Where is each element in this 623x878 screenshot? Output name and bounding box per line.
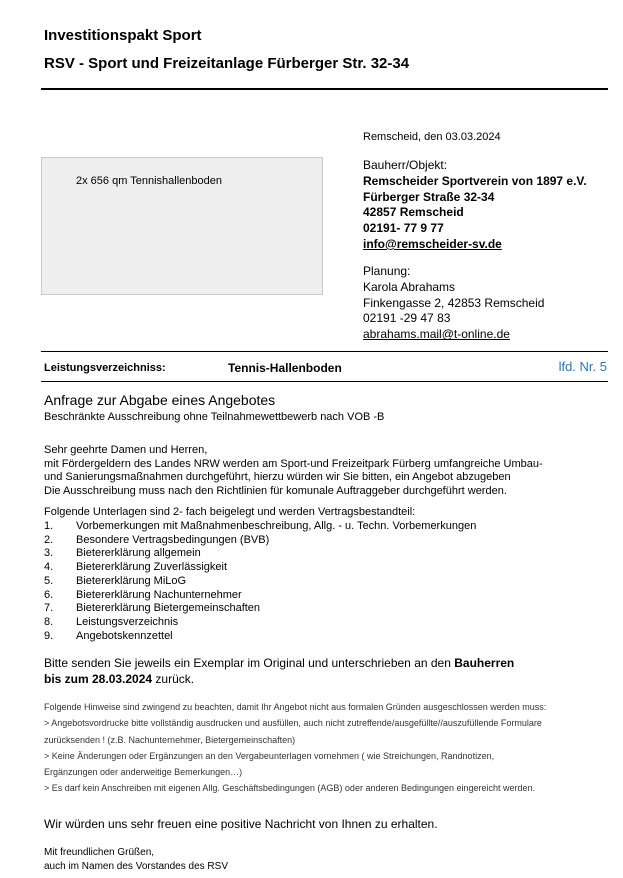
list-text: Besondere Vertragsbedingungen (BVB)	[76, 533, 270, 546]
hint-line: > Es darf kein Anschreiben mit eigenen Allg. Geschäftsbedingungen (AGB) oder anderen Bedingungen eingereicht werden.	[44, 783, 536, 794]
planung-email-link[interactable]: abrahams.mail@t-online.de	[363, 327, 510, 342]
planung-label: Planung:	[363, 264, 411, 278]
lv-top-divider	[41, 351, 608, 352]
list-item	[44, 616, 476, 630]
list-text: Bietererklärung allgemein	[76, 547, 201, 560]
list-text: Bietererklärung Bietergemeinschaften	[76, 602, 261, 615]
document-subtitle: RSV - Sport und Freizeitanlage Fürberger Str. 32-34	[44, 55, 410, 72]
list-number: 1.	[44, 520, 54, 532]
attachment-box-text: 2x 656 qm Tennishallenboden	[76, 175, 222, 187]
list-number: 9.	[44, 629, 54, 642]
list-item	[44, 534, 476, 548]
bauherr-name: Remscheider Sportverein von 1897 e.V.	[363, 173, 587, 188]
send-deadline: bis zum 28.03.2024	[44, 671, 153, 686]
list-number: 4.	[44, 561, 54, 574]
list-text: Angebotskennzettel	[76, 629, 173, 642]
anfrage-subtitle: Beschränkte Ausschreibung ohne Teilnahmewettbewerb nach VOB -B	[44, 411, 385, 423]
planung-phone: 02191 -29 47 83	[363, 311, 451, 326]
intro-line: Die Ausschreibung muss nach den Richtlinien für komunale Auftraggeber durchgeführt werden.	[44, 485, 507, 498]
lv-value: Tennis-Hallenboden	[228, 361, 342, 375]
list-number: 6.	[44, 588, 54, 601]
list-text: Bietererklärung Nachunternehmer	[76, 588, 242, 601]
lv-number: lfd. Nr. 5	[558, 359, 607, 374]
intro-line: Sehr geehrte Damen und Herren,	[44, 444, 208, 456]
list-number: 3.	[44, 547, 54, 560]
list-item	[44, 630, 476, 644]
list-text: Vorbemerkungen mit Maßnahmenbeschreibung, Allg. - u. Techn. Vorbemerkungen	[76, 520, 477, 532]
planung-address: Finkengasse 2, 42853 Remscheid	[363, 295, 545, 310]
bauherr-label: Bauherr/Objekt:	[363, 158, 448, 172]
hint-line: > Angebotsvordrucke bitte vollständig ausdrucken und ausfüllen, auch nicht zutreffende/ausgefüllte//auszufüllende Formulare	[44, 718, 542, 729]
send-text: Bitte senden Sie jeweils ein Exemplar im Original und unterschrieben an den	[44, 656, 455, 670]
bauherr-phone: 02191- 77 9 77	[363, 221, 444, 236]
hints-block	[44, 699, 546, 797]
list-item	[44, 520, 476, 534]
bauherr-block	[363, 158, 587, 253]
anfrage-title: Anfrage zur Abgabe eines Angebotes	[44, 392, 276, 408]
list-text: Bietererklärung Zuverlässigkeit	[76, 561, 228, 574]
list-item	[44, 589, 476, 603]
greeting-line: Mit freundlichen Grüßen,	[44, 847, 155, 858]
intro-line: mit Fördergeldern des Landes NRW werden am Sport-und Freizeitpark Fürberg umfangreiche Umbau-	[44, 457, 543, 470]
attachment-box	[41, 157, 323, 295]
send-recipient: Bauherren	[454, 656, 515, 670]
hint-line: > Keine Änderungen oder Ergänzungen an den Vergabeunterlagen vornehmen ( wie Streichungen, Randnotizen,	[44, 750, 495, 761]
bauherr-street: Fürberger Straße 32-34	[363, 189, 495, 204]
list-number: 7.	[44, 602, 54, 615]
document-list	[44, 520, 476, 643]
list-text: Bietererklärung MiLoG	[76, 574, 187, 587]
greeting	[44, 846, 228, 874]
place-date: Remscheid, den 03.03.2024	[363, 131, 501, 143]
header-divider	[41, 88, 608, 90]
hint-line: zurücksenden ! (z.B. Nachunternehmer, Bietergemeinschaften)	[44, 734, 296, 745]
send-instruction	[44, 656, 514, 687]
send-text-end: zurück.	[152, 671, 195, 686]
list-text: Leistungsverzeichnis	[76, 615, 179, 628]
document-title: Investitionspakt Sport	[44, 27, 202, 44]
hint-line: Folgende Hinweise sind zwingend zu beachten, damit Ihr Angebot nicht aus formalen Gründen ausgeschlossen werden muss:	[44, 702, 547, 712]
list-item	[44, 602, 476, 616]
lv-bottom-divider	[41, 381, 608, 382]
list-number: 8.	[44, 615, 54, 628]
greeting-line: auch im Namen des Vorstandes des RSV	[44, 861, 228, 872]
intro-paragraph	[44, 444, 543, 499]
list-item	[44, 561, 476, 575]
list-item	[44, 547, 476, 561]
list-item	[44, 575, 476, 589]
closing-text: Wir würden uns sehr freuen eine positive Nachricht von Ihnen zu erhalten.	[44, 817, 438, 831]
list-intro: Folgende Unterlagen sind 2- fach beigelegt und werden Vertragsbestandteil:	[44, 506, 416, 518]
planung-block	[363, 264, 544, 343]
lv-label: Leistungsverzeichniss:	[44, 362, 166, 374]
bauherr-email-link[interactable]: info@remscheider-sv.de	[363, 236, 502, 251]
list-number: 2.	[44, 533, 54, 546]
list-number: 5.	[44, 574, 54, 587]
planung-name: Karola Abrahams	[363, 279, 456, 294]
bauherr-city: 42857 Remscheid	[363, 205, 464, 220]
hint-line: Ergänzungen oder anderweitige Bemerkungen…)	[44, 767, 243, 778]
intro-line: und Sanierungsmaßnahmen durchgeführt, hierzu würden wir Sie bitten, ein Angebot abzugeben	[44, 471, 511, 484]
